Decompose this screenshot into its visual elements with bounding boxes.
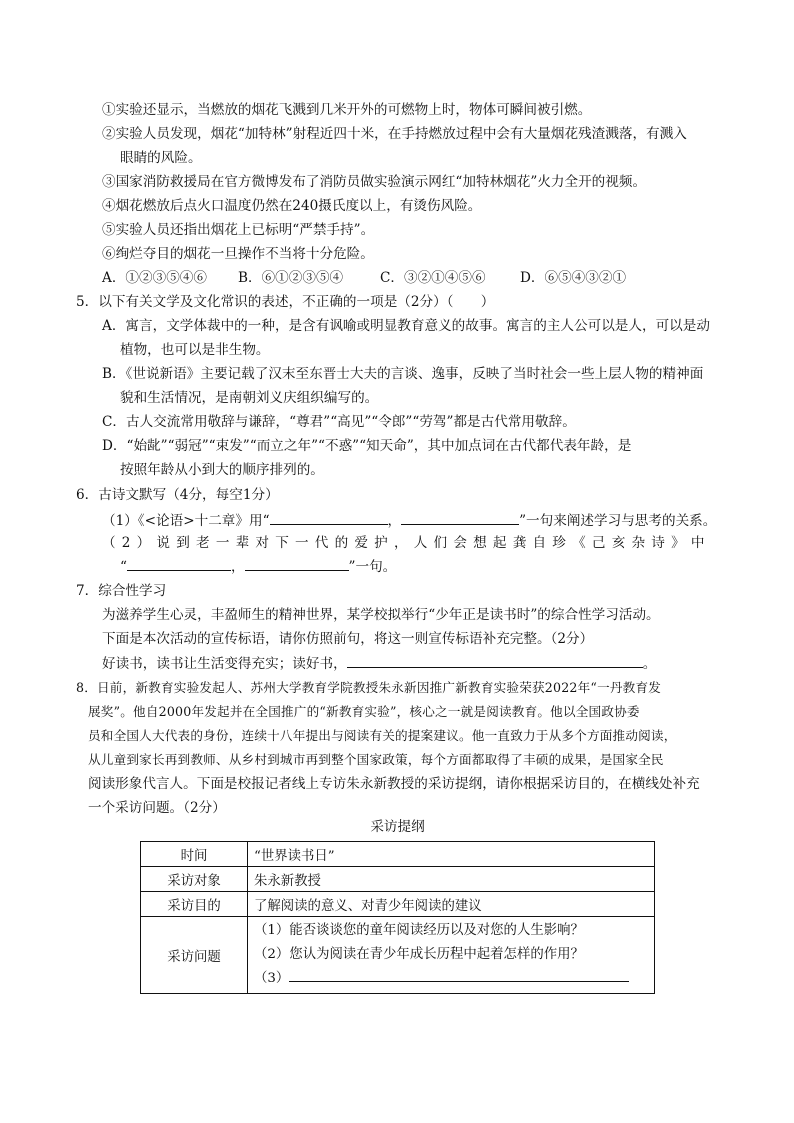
q6-line-1-comma: ， [387,513,402,529]
purpose-value: 了解阅读的意义、对青少年阅读的建议 [248,892,655,917]
interview-outline-table [140,841,655,994]
answer-blank-1[interactable] [270,510,388,525]
q7-stem: 7．综合性学习 [76,583,167,599]
q5-option-d-cont: 按照年龄从小到大的顺序排列的。 [120,462,324,478]
q4-sentence-2: ②实验人员发现，烟花“加特林”射程近四十米，在手持燃放过程中会有大量烟花残渣溅落，有溅入 [102,126,687,142]
q4-choice-d[interactable]: D．⑥⑤④③②① [520,270,627,286]
q4-sentence-1: ①实验还显示，当燃放的烟花飞溅到几米开外的可燃物上时，物体可瞬间被引燃。 [102,102,592,118]
answer-blank-2[interactable] [401,510,519,525]
target-value: 朱永新教授 [248,867,655,892]
question-2: （2）您认为阅读在青少年成长历程中起着怎样的作用？ [254,947,584,962]
q5-option-d[interactable]: D．“始龀”“弱冠”“束发”“而立之年”“不惑”“知天命”，其中加点词在古代都代表年龄，是 [102,438,632,454]
q5-option-b[interactable]: B．《世说新语》主要记载了汉末至东晋士大夫的言谈、逸事，反映了当时社会一些上层人物的精神面 [102,366,704,382]
q5-option-c[interactable]: C．古人交流常用敬辞与谦辞，“尊君”“高见”“令郎”“劳驾”都是古代常用敬辞。 [102,414,576,430]
table-row [141,892,655,917]
q8-line-3: 员和全国人大代表的身份，连续十八年提出与阅读有关的提案建议。他一直致力于从多个方面推动阅读， [88,728,677,743]
q8-line-4: 从儿童到家长再到教师、从乡村到城市再到整个国家政策，每个方面都取得了丰硕的成果，是国家全民 [88,752,664,767]
questions-label: 采访问题 [141,917,248,994]
target-label: 采访对象 [141,867,248,892]
q7-para-2: 下面是本次活动的宣传标语，请你仿照前句，将这一则宣传标语补充完整。（2分） [102,631,594,647]
answer-blank-3[interactable] [127,556,231,571]
table-row [141,867,655,892]
question-1: （1）能否谈谈您的童年阅读经历以及对您的人生影响？ [254,923,584,938]
time-value: “世界读书日” [248,842,655,867]
table-caption: 采访提纲 [370,819,425,835]
q4-choice-a[interactable]: A．①②③⑤④⑥ [102,270,207,286]
q7-slogan-end: 。 [642,656,657,672]
answer-blank-4[interactable] [245,556,349,571]
q4-sentence-5: ⑤实验人员还指出烟花上已标明“严禁手持”。 [102,222,375,238]
q8-line-2: 展奖”。他自2000年发起并在全国推广的“新教育实验”，核心之一就是阅读教育。他以全国政协委 [88,704,640,719]
q6-line-3 [120,556,396,577]
q4-sentence-4: ④烟花燃放后点火口温度仍然在240摄氏度以上，有烫伤风险。 [102,198,482,214]
q5-stem: 5．以下有关文学及文化常识的表述，不正确的一项是（2分）（ ） [76,294,495,310]
q4-sentence-6: ⑥绚烂夺目的烟花一旦操作不当将十分危险。 [102,246,374,262]
q4-sentence-2-cont: 眼睛的风险。 [120,150,202,166]
question-answer-blank[interactable] [289,967,629,982]
q6-line-3-comma: ， [230,559,245,575]
q4-choice-b[interactable]: B．⑥①②③⑤④ [238,270,344,286]
q7-slogan-prefix: 好读书，读书让生活变得充实；读好书， [102,656,347,672]
time-label: 时间 [141,842,248,867]
question-3-label: （3） [254,971,290,986]
q6-line-1-suffix: ”一句来阐述学习与思考的关系。 [519,513,717,529]
q8-line-6: 一个采访问题。（2分） [88,800,226,816]
q6-line-2: （2）说到老一辈对下一代的爱护，人们会想起龚自珍《己亥杂诗》中 [102,535,711,551]
q6-line-3-quote: “ [120,559,127,575]
table-row [141,842,655,867]
q4-sentence-3: ③国家消防救援局在官方微博发布了消防员做实验演示网红“加特林烟花”火力全开的视频。 [102,174,647,190]
q7-para-1: 为滋养学生心灵，丰盈师生的精神世界，某学校拟举行“少年正是读书时”的综合性学习活动。 [102,607,660,623]
table-row [141,917,655,994]
q5-option-a[interactable]: A．寓言，文学体裁中的一种，是含有讽喻或明显教育意义的故事。寓言的主人公可以是人，可以是动 [102,318,710,334]
questions-cell [248,917,655,994]
q8-line-1: 8．日前，新教育实验发起人、苏州大学教育学院教授朱永新因推广新教育实验荣获2022年“一丹教育发 [76,680,662,695]
q5-option-a-cont: 植物，也可以是非生物。 [120,342,270,358]
slogan-answer-blank[interactable] [347,653,643,668]
q6-line-1 [102,510,716,531]
q4-choice-c[interactable]: C．③②①④⑤⑥ [380,270,486,286]
question-3-row [254,967,648,991]
q6-stem: 6．古诗文默写（4分，每空1分） [76,487,279,503]
q8-line-5: 阅读形象代言人。下面是校报记者线上专访朱永新教授的采访提纲，请你根据采访目的，在横线处补充 [88,776,700,792]
q6-line-3-suffix: ”一句。 [348,559,397,575]
q5-option-b-cont: 貌和生活情况，是南朝刘义庆组织编写的。 [120,390,379,406]
q7-para-3 [102,653,656,674]
q6-line-1-prefix: （1）《<论语>十二章》用“ [102,513,270,529]
purpose-label: 采访目的 [141,892,248,917]
